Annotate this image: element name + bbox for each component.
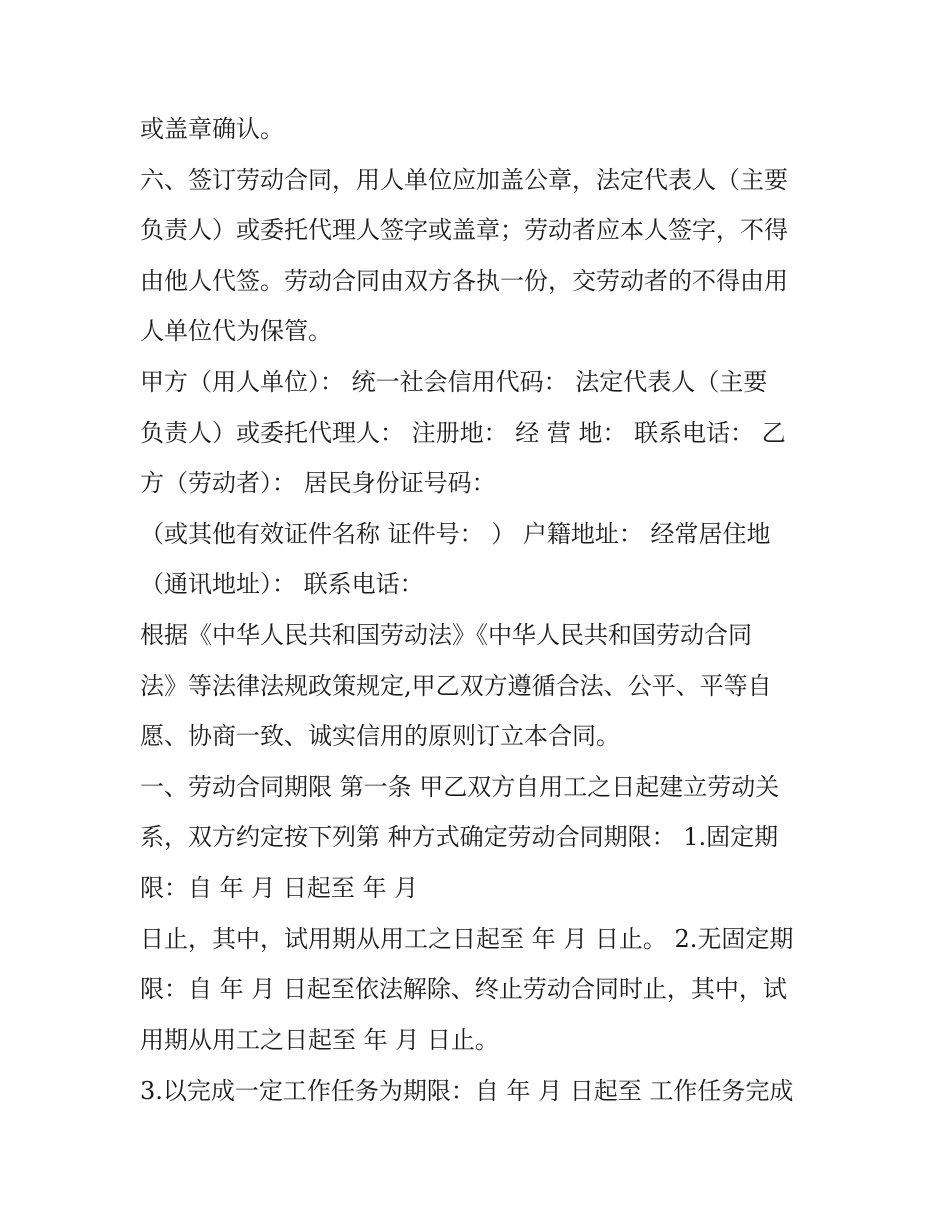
text-line: 一、劳动合同期限 第一条 甲乙双方自用工之日起建立劳动关	[140, 773, 780, 801]
text-line: 六、签订劳动合同，用人单位应加盖公章，法定代表人（主要	[140, 166, 788, 194]
text-line: 用期从用工之日起至 年 月 日止。	[140, 1026, 499, 1054]
text-line: 限：自 年 月 日起至依法解除、终止劳动合同时止，其中，试	[140, 975, 787, 1003]
text-line: 负责人）或委托代理人签字或盖章；劳动者应本人签字，不得	[140, 216, 788, 244]
text-line: （通讯地址）： 联系电话：	[140, 570, 424, 598]
text-line: 限：自 年 月 日起至 年 月	[140, 874, 419, 902]
text-line: 根据《中华人民共和国劳动法》《中华人民共和国劳动合同	[140, 621, 752, 649]
text-line: 甲方（用人单位）： 统一社会信用代码： 法定代表人（主要	[140, 368, 768, 396]
text-line: （或其他有效证件名称 证件号： ） 户籍地址： 经常居住地	[140, 520, 771, 548]
text-line: 法》等法律法规政策规定,甲乙双方遵循合法、公平、平等自	[140, 672, 772, 700]
text-line: 3.以完成一定工作任务为期限：自 年 月 日起至 工作任务完成	[140, 1077, 794, 1105]
text-line: 人单位代为保管。	[140, 317, 332, 345]
text-line: 日止，其中，试用期从用工之日起至 年 月 日止。 2.无固定期	[140, 925, 794, 953]
text-line: 系，双方约定按下列第 种方式确定劳动合同期限： 1.固定期	[140, 823, 779, 851]
text-line: 方（劳动者）： 居民身份证号码：	[140, 469, 496, 497]
text-line: 愿、协商一致、诚实信用的原则订立本合同。	[140, 722, 620, 750]
text-line: 或盖章确认。	[140, 115, 284, 143]
text-line: 负责人）或委托代理人： 注册地： 经 营 地： 联系电话： 乙	[140, 419, 786, 447]
text-line: 由他人代签。劳动合同由双方各执一份，交劳动者的不得由用	[140, 267, 788, 295]
